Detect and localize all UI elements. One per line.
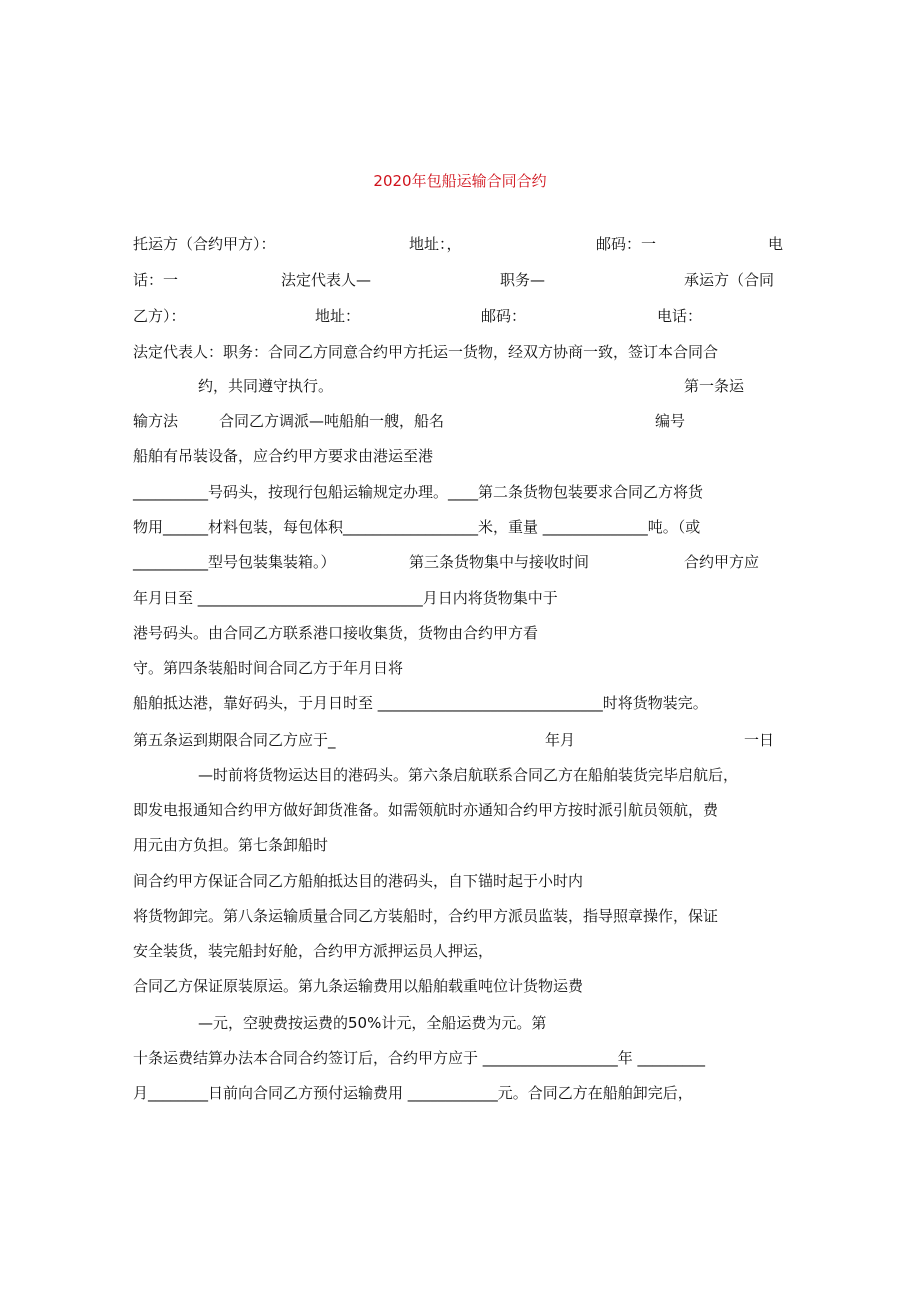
- text-line: 即发电报通知合约甲方做好卸货准备。如需领航时亦通知合约甲方按时派引航员领航，费: [133, 801, 719, 819]
- text-line: 法定代表人—: [281, 271, 372, 289]
- text-line: 第一条运: [684, 377, 745, 395]
- text-line: 船舶有吊装设备，应合约甲方要求由港运至港: [133, 447, 434, 465]
- text-line: 托运方（合约甲方）：: [133, 235, 276, 253]
- text-line: 约，共同遵守执行。: [198, 377, 334, 395]
- text-line: 电: [768, 235, 784, 253]
- text-line: 年月: [545, 731, 576, 749]
- text-line: 合约甲方应: [684, 553, 760, 571]
- text-line: 年月日至 ______________________________月日内将货物集中于: [133, 589, 558, 607]
- text-line: 一日: [744, 731, 775, 749]
- text-line: 法定代表人：职务：合同乙方同意合约甲方托运一货物，经双方协商一致，签订本合同合: [133, 343, 719, 361]
- text-line: 邮码：: [481, 307, 527, 325]
- text-line: 船舶抵达港，靠好码头，于月日时至 ______________________________时将货物装完。: [133, 694, 708, 712]
- text-line: 十条运费结算办法本合同合约签订后，合约甲方应于 __________________年 _________: [133, 1049, 706, 1067]
- text-line: —元，空驶费按运费的50%计元，全船运费为元。第: [198, 1014, 547, 1032]
- text-line: 物用______材料包装，每包体积__________________米，重量 ______________吨。（或: [133, 518, 701, 536]
- text-line: 守。第四条装船时间合同乙方于年月日将: [133, 659, 404, 677]
- text-line: 第五条运到期限合同乙方应于_: [133, 731, 336, 749]
- text-line: 合同乙方调派—吨船舶一艘，船名: [219, 412, 445, 430]
- text-line: 港号码头。由合同乙方联系港口接收集货，货物由合约甲方看: [133, 624, 539, 642]
- text-line: 乙方）：: [133, 307, 186, 325]
- text-line: __________号码头，按现行包船运输规定办理。____第二条货物包装要求合同乙方将货: [133, 483, 704, 501]
- text-line: 第三条货物集中与接收时间: [409, 553, 590, 571]
- text-line: 合同乙方保证原装原运。第九条运输费用以船舶载重吨位计货物运费: [133, 977, 584, 995]
- text-line: 地址：，: [409, 235, 462, 253]
- text-line: —时前将货物运达目的港码头。第六条启航联系合同乙方在船舶装货完毕启航后，: [198, 766, 739, 784]
- text-line: 编号: [655, 412, 686, 430]
- text-line: 间合约甲方保证合同乙方船舶抵达目的港码头，自下锚时起于小时内: [133, 872, 584, 890]
- text-line: 话：一: [133, 271, 179, 289]
- text-line: __________型号包装集装箱。）: [133, 553, 336, 571]
- text-line: 将货物卸完。第八条运输质量合同乙方装船时，合约甲方派员监装，指导照章操作，保证: [133, 907, 719, 925]
- text-line: 用元由方负担。第七条卸船时: [133, 836, 329, 854]
- text-line: 电话：: [657, 307, 703, 325]
- text-line: 输方法: [133, 412, 179, 430]
- text-line: 月________日前向合同乙方预付运输费用 ____________元。合同乙方在船舶卸完后，: [133, 1084, 693, 1102]
- text-line: 承运方（合同: [684, 271, 775, 289]
- document-title: 2020年包船运输合同合约: [373, 172, 547, 190]
- text-line: 邮码：一: [596, 235, 657, 253]
- text-line: 地址：: [315, 307, 361, 325]
- text-line: 职务—: [500, 271, 546, 289]
- text-line: 安全装货，装完船封好舱，合约甲方派押运员人押运，: [133, 942, 494, 960]
